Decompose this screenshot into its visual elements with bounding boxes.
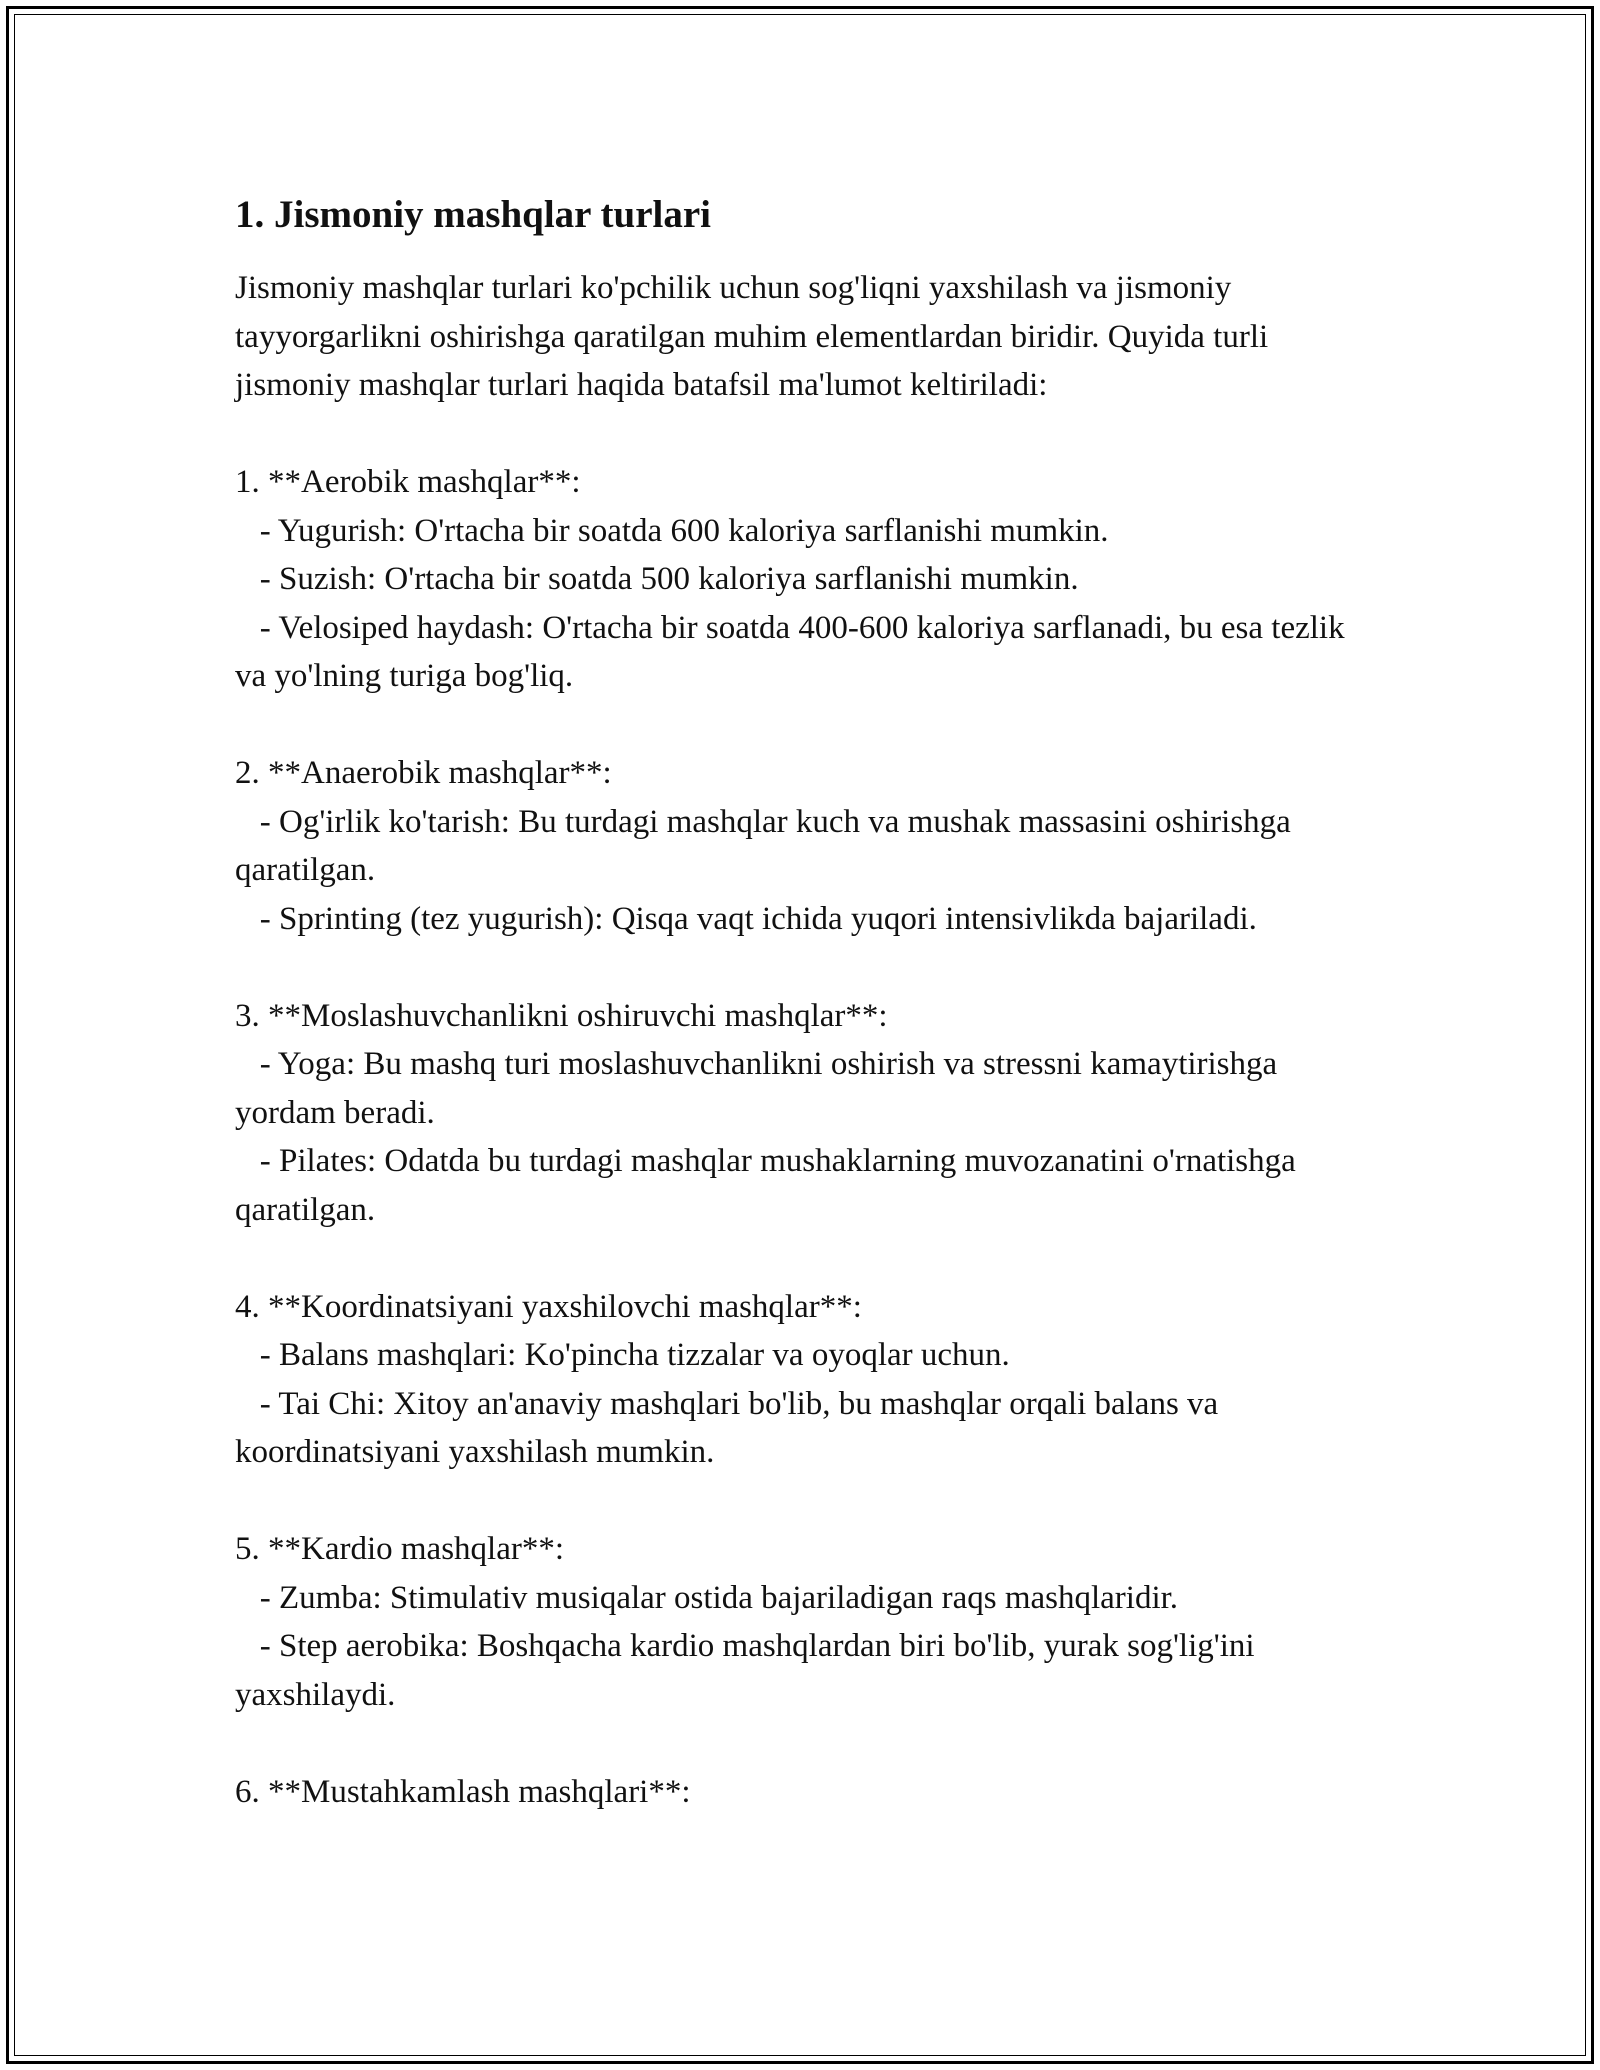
list-item: - Yugurish: O'rtacha bir soatda 600 kaloriya sarflanishi mumkin.: [235, 512, 1109, 549]
section-heading: 1. **Aerobik mashqlar**:: [235, 464, 581, 500]
list-item: - Velosiped haydash: O'rtacha bir soatda 400-600 kaloriya sarflanadi, bu esa tezlik va yo'lning turiga bog'liq.: [235, 609, 1353, 694]
list-item: - Step aerobika: Boshqacha kardio mashqlardan biri bo'lib, yurak sog'lig'ini yaxshilaydi.: [235, 1628, 1263, 1713]
list-item: - Balans mashqlari: Ko'pincha tizzalar va oyoqlar uchun.: [235, 1337, 1010, 1373]
section-heading: 5. **Kardio mashqlar**:: [235, 1531, 565, 1567]
list-item: - Tai Chi: Xitoy an'anaviy mashqlari bo'lib, bu mashqlar orqali balans va koordinatsiyani yaxshilash mumkin.: [235, 1385, 1227, 1470]
list-item: - Suzish: O'rtacha bir soatda 500 kaloriya sarflanishi mumkin.: [235, 561, 1079, 597]
section-heading: 6. **Mustahkamlash mashqlari**:: [235, 1773, 691, 1810]
list-item: - Yoga: Bu mashq turi moslashuvchanlikni oshirish va stressni kamaytirishga yordam beradi.: [235, 1046, 1286, 1131]
section-heading: 2. **Anaerobik mashqlar**:: [235, 755, 612, 791]
section-coordination: [235, 1283, 1365, 1477]
list-item: - Pilates: Odatda bu turdagi mashqlar mushaklarning muvozanatini o'rnatishga qaratilgan.: [235, 1143, 1305, 1228]
document-page: [235, 185, 1365, 1816]
section-cardio: [235, 1525, 1365, 1719]
list-item: - Zumba: Stimulativ musiqalar ostida bajariladigan raqs mashqlaridir.: [235, 1579, 1179, 1616]
section-aerobic: [235, 458, 1365, 701]
intro-paragraph: Jismoniy mashqlar turlari ko'pchilik uchun sog'liqni yaxshilash va jismoniy tayyorgarlikni oshirishga qaratilgan muhim elementlardan biridir. Quyida turli jismoniy mashqlar turlari haqida batafsil ma'lumot keltiriladi:: [235, 270, 1277, 403]
section-anaerobic: [235, 749, 1365, 943]
list-item: - Og'irlik ko'tarish: Bu turdagi mashqlar kuch va mushak massasini oshirishga qaratilgan.: [235, 803, 1300, 888]
document-title: 1. Jismoniy mashqlar turlari: [235, 193, 711, 236]
list-item: - Sprinting (tez yugurish): Qisqa vaqt ichida yuqori intensivlikda bajariladi.: [235, 900, 1257, 937]
section-flexibility: [235, 992, 1365, 1235]
section-heading: 3. **Moslashuvchanlikni oshiruvchi mashqlar**:: [235, 997, 888, 1034]
section-heading: 4. **Koordinatsiyani yaxshilovchi mashqlar**:: [235, 1288, 862, 1325]
section-strengthening: [235, 1768, 1365, 1817]
